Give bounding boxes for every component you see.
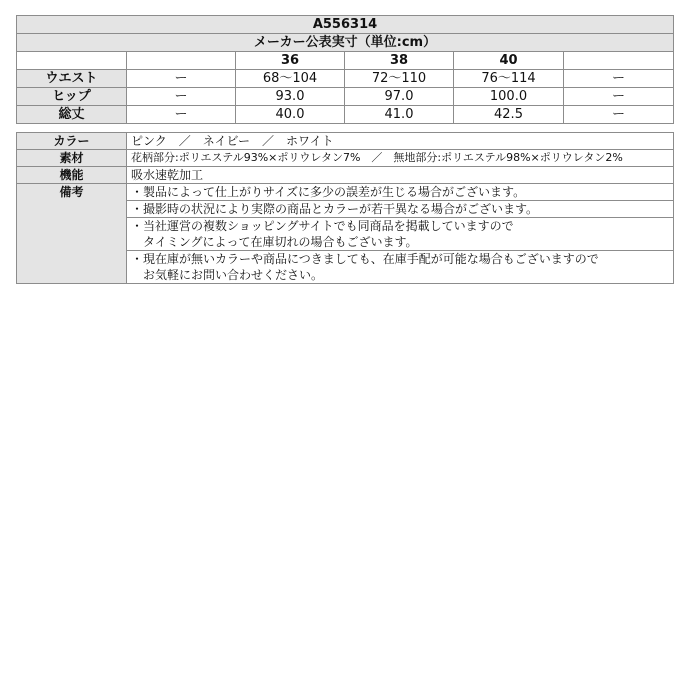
note-line: ・製品によって仕上がりサイズに多少の誤差が生じる場合がございます。 — [131, 185, 526, 199]
size-header-row — [17, 52, 674, 70]
size-header-38: 38 — [345, 52, 454, 70]
note-item — [127, 201, 674, 218]
table-cell: 40.0 — [236, 106, 345, 124]
table-row — [17, 88, 674, 106]
function-value: 吸水速乾加工 — [127, 167, 674, 184]
table-cell: 76～114 — [454, 70, 564, 88]
table-cell: 68～104 — [236, 70, 345, 88]
spec-row-material — [17, 150, 674, 167]
spec-row-notes — [17, 184, 674, 201]
note-line: ・撮影時の状況により実際の商品とカラーが若干異なる場合がございます。 — [131, 202, 539, 216]
table-cell: 93.0 — [236, 88, 345, 106]
row-label-hip: ヒップ — [17, 88, 127, 106]
table-cell: 72～110 — [345, 70, 454, 88]
note-line: ・当社運営の複数ショッピングサイトでも同商品を掲載していますので — [131, 219, 514, 233]
product-code: A556314 — [17, 16, 674, 34]
table-cell: ー — [564, 70, 674, 88]
table-row — [17, 106, 674, 124]
row-label-total-length: 総丈 — [17, 106, 127, 124]
table-cell: 100.0 — [454, 88, 564, 106]
size-header-blank — [564, 52, 674, 70]
note-item — [127, 218, 674, 251]
table-cell: ー — [127, 106, 236, 124]
material-label: 素材 — [17, 150, 127, 167]
size-header-blank — [17, 52, 127, 70]
spec-row-function — [17, 167, 674, 184]
row-label-waist: ウエスト — [17, 70, 127, 88]
color-value: ピンク ／ ネイビー ／ ホワイト — [127, 133, 674, 150]
color-label: カラー — [17, 133, 127, 150]
function-label: 機能 — [17, 167, 127, 184]
table-cell: ー — [564, 88, 674, 106]
note-item — [127, 251, 674, 284]
note-line: ・現在庫が無いカラーや商品につきましても、在庫手配が可能な場合もございますので — [131, 252, 599, 266]
note-line: お気軽にお問い合わせください。 — [131, 268, 324, 282]
notes-label: 備考 — [17, 184, 127, 284]
size-table — [16, 15, 674, 124]
spec-row-color — [17, 133, 674, 150]
size-chart-title: メーカー公表実寸（単位:cm） — [17, 34, 674, 52]
size-header-36: 36 — [236, 52, 345, 70]
note-line: タイミングによって在庫切れの場合もございます。 — [131, 235, 418, 249]
table-cell: ー — [564, 106, 674, 124]
spec-table — [16, 132, 674, 284]
table-cell: 41.0 — [345, 106, 454, 124]
size-header-blank — [127, 52, 236, 70]
note-item — [127, 184, 674, 201]
size-header-40: 40 — [454, 52, 564, 70]
table-cell: ー — [127, 88, 236, 106]
table-cell: ー — [127, 70, 236, 88]
table-cell: 97.0 — [345, 88, 454, 106]
table-row — [17, 70, 674, 88]
material-value: 花柄部分:ポリエステル93%×ポリウレタン7% ／ 無地部分:ポリエステル98%×ポリウレタン2% — [127, 150, 674, 167]
table-cell: 42.5 — [454, 106, 564, 124]
